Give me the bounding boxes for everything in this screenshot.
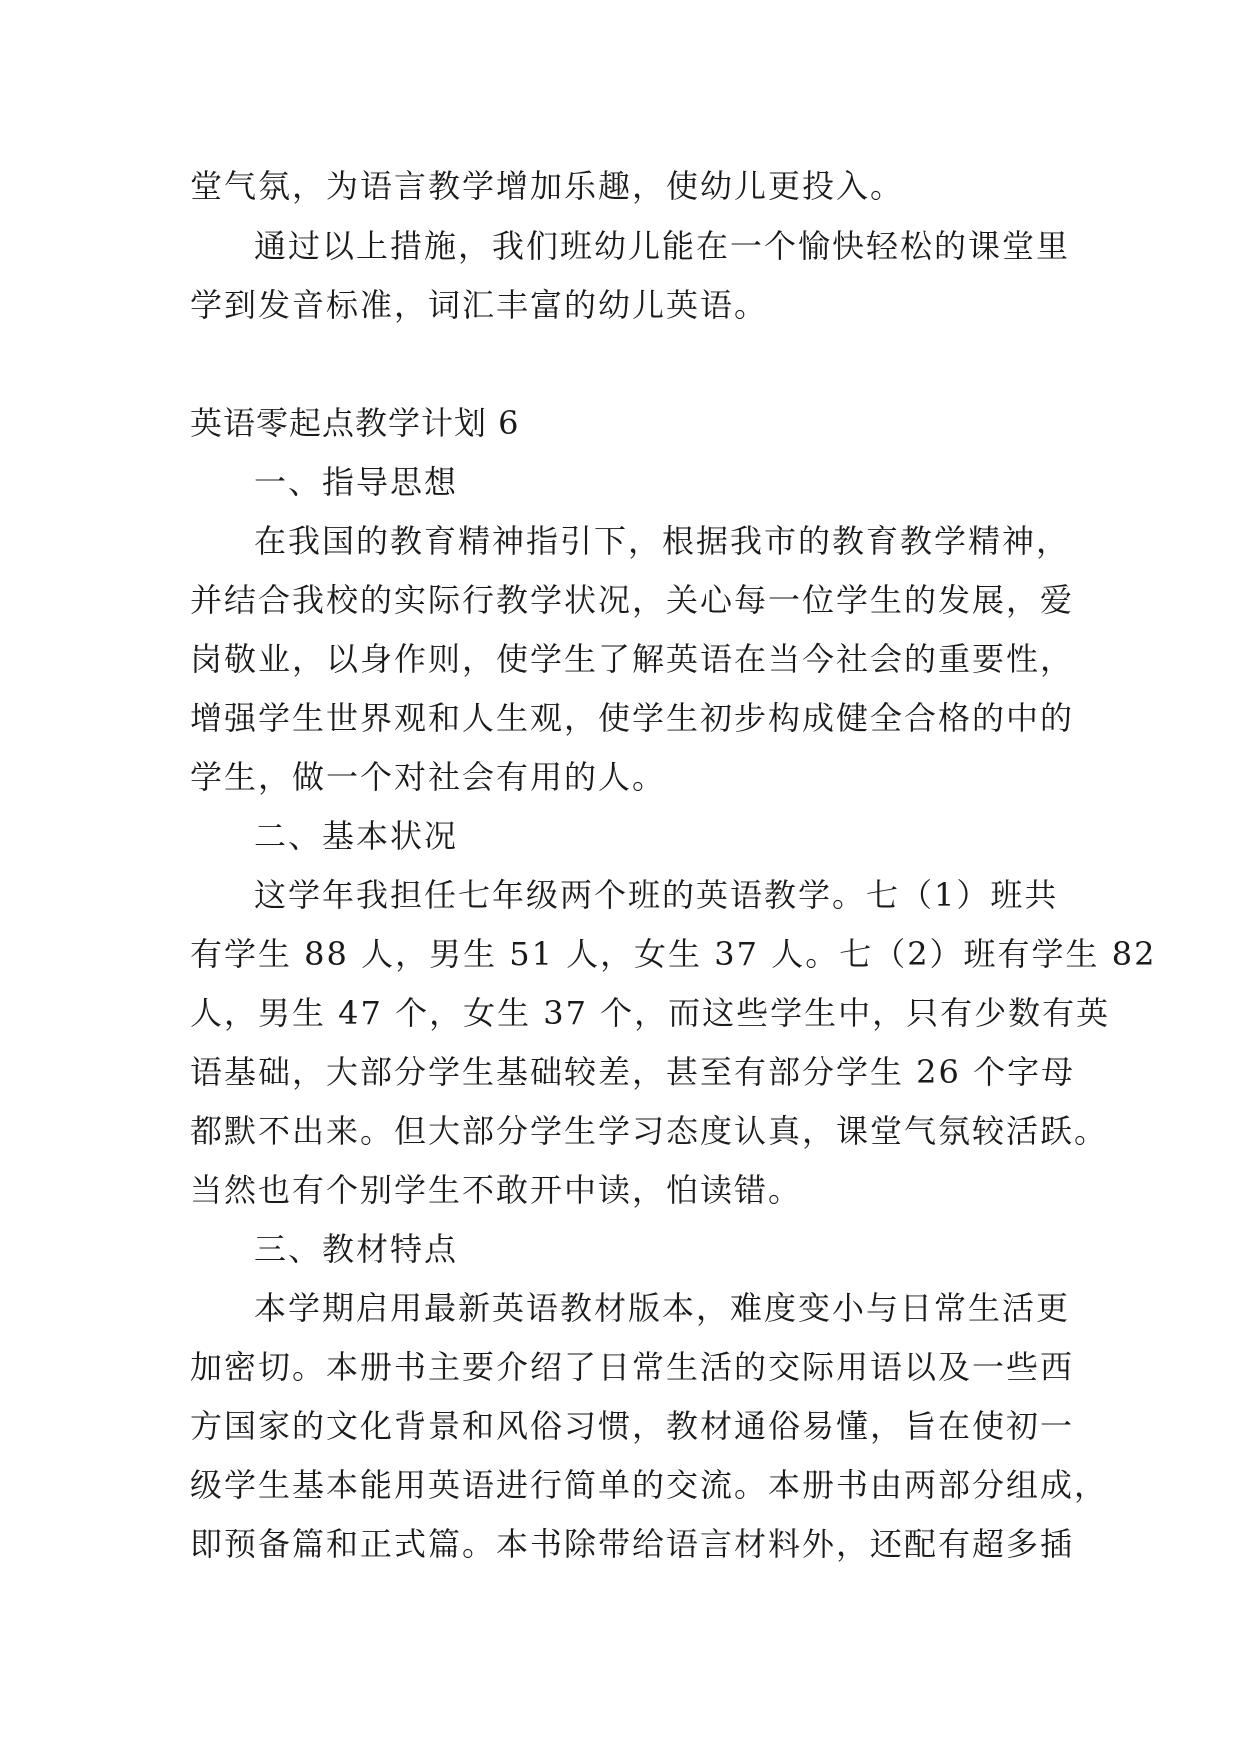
paragraph-line: 有学生 88 人，男生 51 人，女生 37 人。七（2）班有学生 82 — [190, 935, 1157, 973]
paragraph-line: 学到发音标准，词汇丰富的幼儿英语。 — [190, 286, 769, 324]
paragraph-line: 即预备篇和正式篇。本书除带给语言材料外，还配有超多插 — [190, 1525, 1075, 1563]
paragraph-line: 并结合我校的实际行教学状况，关心每一位学生的发展，爱 — [190, 581, 1075, 619]
paragraph-line: 岗敬业，以身作则，使学生了解英语在当今社会的重要性， — [190, 640, 1075, 678]
paragraph-line: 加密切。本册书主要介绍了日常生活的交际用语以及一些西 — [190, 1348, 1075, 1386]
paragraph-line: 方国家的文化背景和风俗习惯，教材通俗易懂，旨在使初一 — [190, 1407, 1075, 1445]
paragraph-line: 本学期启用最新英语教材版本，难度变小与日常生活更 — [254, 1289, 1071, 1327]
heading-textbook-features: 三、教材特点 — [254, 1230, 459, 1268]
paragraph-line: 通过以上措施，我们班幼儿能在一个愉快轻松的课堂里 — [254, 227, 1071, 265]
paragraph-line: 人，男生 47 个，女生 37 个，而这些学生中，只有少数有英 — [190, 994, 1111, 1032]
paragraph-line: 当然也有个别学生不敢开中读，怕读错。 — [190, 1171, 803, 1209]
paragraph-line: 增强学生世界观和人生观，使学生初步构成健全合格的中的 — [190, 699, 1075, 737]
heading-guiding-ideology: 一、指导思想 — [254, 463, 459, 501]
paragraph-line: 学生，做一个对社会有用的人。 — [190, 758, 667, 796]
paragraph-line: 都默不出来。但大部分学生学习态度认真，课堂气氛较活跃。 — [190, 1112, 1109, 1150]
paragraph-line: 这学年我担任七年级两个班的英语教学。七（1）班共 — [254, 876, 1059, 914]
heading-basic-situation: 二、基本状况 — [254, 817, 459, 855]
paragraph-line: 在我国的教育精神指引下，根据我市的教育教学精神， — [254, 522, 1071, 560]
paragraph-line: 语基础，大部分学生基础较差，甚至有部分学生 26 个字母 — [190, 1053, 1076, 1091]
paragraph-line: 堂气氛，为语言教学增加乐趣，使幼儿更投入。 — [190, 167, 905, 205]
paragraph-line: 级学生基本能用英语进行简单的交流。本册书由两部分组成， — [190, 1466, 1109, 1504]
section-title: 英语零起点教学计划 6 — [190, 404, 520, 442]
